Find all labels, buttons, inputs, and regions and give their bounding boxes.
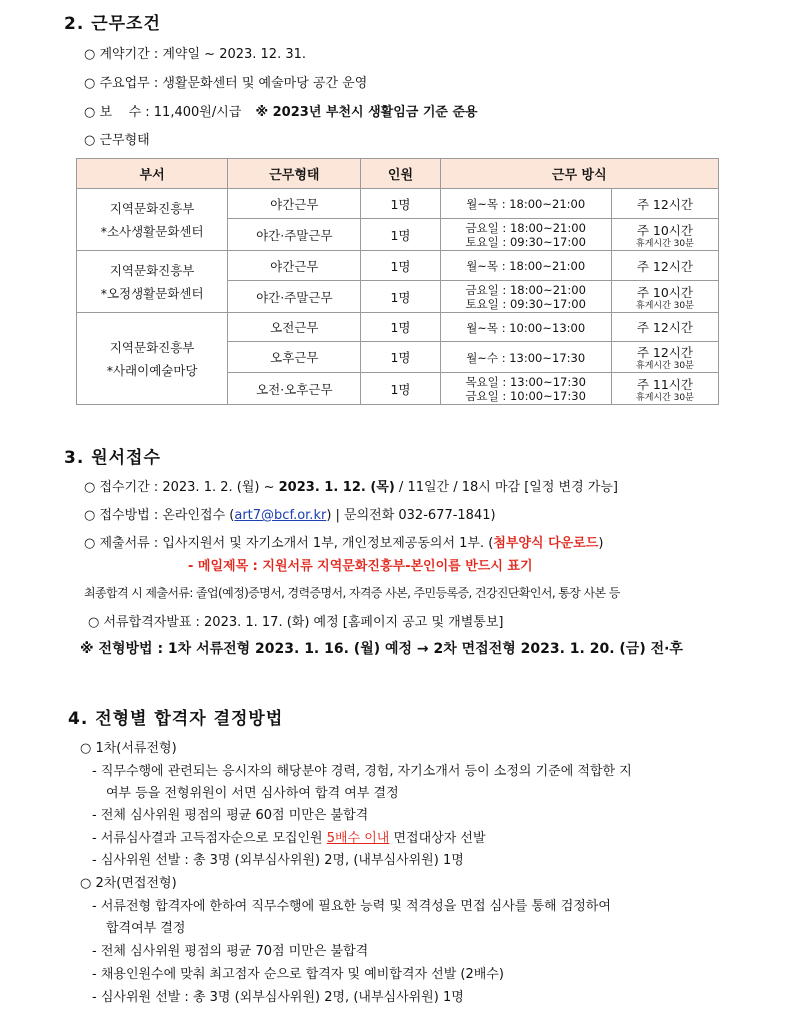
type-cell: 오전근무 — [228, 313, 361, 342]
hours-cell: 주 12시간 휴게시간 30분 — [611, 342, 718, 373]
type-cell: 야간·주말근무 — [228, 281, 361, 313]
section-4-title: 4. 전형별 합격자 결정방법 — [68, 709, 284, 729]
table-row — [77, 189, 719, 219]
application-method: ○ 접수방법 : 온라인접수 (art7@bcf.or.kr) | 문의전화 032-677-1841) — [84, 508, 496, 523]
sched-cell: 월~목 : 10:00~13:00 — [440, 313, 611, 342]
type-cell: 오후근무 — [228, 342, 361, 373]
type-cell: 야간·주말근무 — [228, 219, 361, 251]
type-cell: 오전·오후근무 — [228, 373, 361, 405]
header-dept: 부서 — [77, 159, 228, 189]
document-pass-announcement: ○ 서류합격자발표 : 2023. 1. 17. (화) 예정 [홈페이지 공고 및 개별통보] — [88, 615, 504, 630]
sched-cell: 월~목 : 18:00~21:00 — [440, 251, 611, 281]
table-row — [77, 313, 719, 342]
required-documents: ○ 제출서류 : 입사지원서 및 자기소개서 1부, 개인정보제공동의서 1부. (첨부양식 다운로드) — [84, 536, 604, 551]
email-link[interactable]: art7@bcf.or.kr — [234, 508, 327, 523]
dept-cell: 지역문화진흥부 *소사생활문화센터 — [77, 189, 228, 251]
round-1-line: 여부 등을 전형위원이 서면 심사하여 합격 여부 결정 — [106, 786, 399, 801]
round-1-line: - 서류심사결과 고득점자순으로 모집인원 5배수 이내 면접대상자 선발 — [92, 831, 486, 846]
final-documents: 최종합격 시 제출서류: 졸업(예정)증명서, 경력증명서, 자격증 사본, 주민등록증, 건강진단확인서, 통장 사본 등 — [84, 586, 620, 600]
count-cell: 1명 — [361, 342, 440, 373]
sched-cell: 목요일 : 13:00~17:30 금요일 : 10:00~17:30 — [440, 373, 611, 405]
round-1-line: - 전체 심사위원 평점의 평균 60점 미만은 불합격 — [92, 808, 369, 823]
count-cell: 1명 — [361, 281, 440, 313]
header-type: 근무형태 — [228, 159, 361, 189]
hours-cell: 주 11시간 휴게시간 30분 — [611, 373, 718, 405]
round-1-line: - 직무수행에 관련되는 응시자의 해당분야 경력, 경험, 자기소개서 등이 소정의 기준에 적합한 지 — [92, 764, 632, 779]
selection-process: ※ 전형방법 : 1차 서류전형 2023. 1. 16. (월) 예정 → 2차 면접전형 2023. 1. 20. (금) 전·후 — [80, 641, 683, 657]
dept-cell: 지역문화진흥부 *오정생활문화센터 — [77, 251, 228, 313]
hours-cell: 주 12시간 — [611, 189, 718, 219]
hours-cell: 주 12시간 — [611, 251, 718, 281]
header-method: 근무 방식 — [440, 159, 718, 189]
count-cell: 1명 — [361, 219, 440, 251]
main-duties: ○ 주요업무 : 생활문화센터 및 예술마당 공간 운영 — [84, 76, 368, 91]
round-2-line: - 서류전형 합격자에 한하여 직무수행에 필요한 능력 및 적격성을 면접 심사를 통해 검정하여 — [92, 899, 611, 914]
mail-title-notice: - 메일제목 : 지원서류 지역문화진흥부-본인이름 반드시 표기 — [188, 559, 533, 574]
count-cell: 1명 — [361, 251, 440, 281]
round-1-label: ○ 1차(서류전형) — [80, 741, 177, 756]
work-schedule-table — [76, 158, 719, 405]
section-3-title: 3. 원서접수 — [64, 448, 161, 468]
type-cell: 야간근무 — [228, 189, 361, 219]
table-row — [77, 251, 719, 281]
type-cell: 야간근무 — [228, 251, 361, 281]
table-header-row — [77, 159, 719, 189]
count-cell: 1명 — [361, 373, 440, 405]
round-1-line: - 심사위원 선발 : 총 3명 (외부심사위원) 2명, (내부심사위원) 1명 — [92, 853, 464, 868]
application-period: ○ 접수기간 : 2023. 1. 2. (월) ~ 2023. 1. 12. (목) / 11일간 / 18시 마감 [일정 변경 가능] — [84, 480, 618, 495]
header-count: 인원 — [361, 159, 440, 189]
dept-cell: 지역문화진흥부 *사래이예술마당 — [77, 313, 228, 405]
work-type-label: ○ 근무형태 — [84, 133, 150, 148]
hours-cell: 주 10시간 휴게시간 30분 — [611, 281, 718, 313]
round-2-label: ○ 2차(면접전형) — [80, 876, 177, 891]
sched-cell: 월~수 : 13:00~17:30 — [440, 342, 611, 373]
hours-cell: 주 10시간 휴게시간 30분 — [611, 219, 718, 251]
sched-cell: 금요일 : 18:00~21:00 토요일 : 09:30~17:00 — [440, 219, 611, 251]
sched-cell: 월~목 : 18:00~21:00 — [440, 189, 611, 219]
sched-cell: 금요일 : 18:00~21:00 토요일 : 09:30~17:00 — [440, 281, 611, 313]
count-cell: 1명 — [361, 313, 440, 342]
count-cell: 1명 — [361, 189, 440, 219]
pay: ○ 보 수 : 11,400원/시급 ※ 2023년 부천시 생활임금 기준 준용 — [84, 105, 478, 120]
round-2-line: - 채용인원수에 맞춰 최고점자 순으로 합격자 및 예비합격자 선발 (2배수) — [92, 967, 504, 982]
contract-period: ○ 계약기간 : 계약일 ~ 2023. 12. 31. — [84, 47, 307, 62]
hours-cell: 주 12시간 — [611, 313, 718, 342]
round-2-line: - 심사위원 선발 : 총 3명 (외부심사위원) 2명, (내부심사위원) 1명 — [92, 990, 464, 1005]
round-2-line: - 전체 심사위원 평점의 평균 70점 미만은 불합격 — [92, 944, 369, 959]
round-2-line: 합격여부 결정 — [106, 921, 186, 936]
attachment-download-link[interactable]: 첨부양식 다운로드 — [493, 536, 599, 551]
section-2-title: 2. 근무조건 — [64, 14, 161, 34]
